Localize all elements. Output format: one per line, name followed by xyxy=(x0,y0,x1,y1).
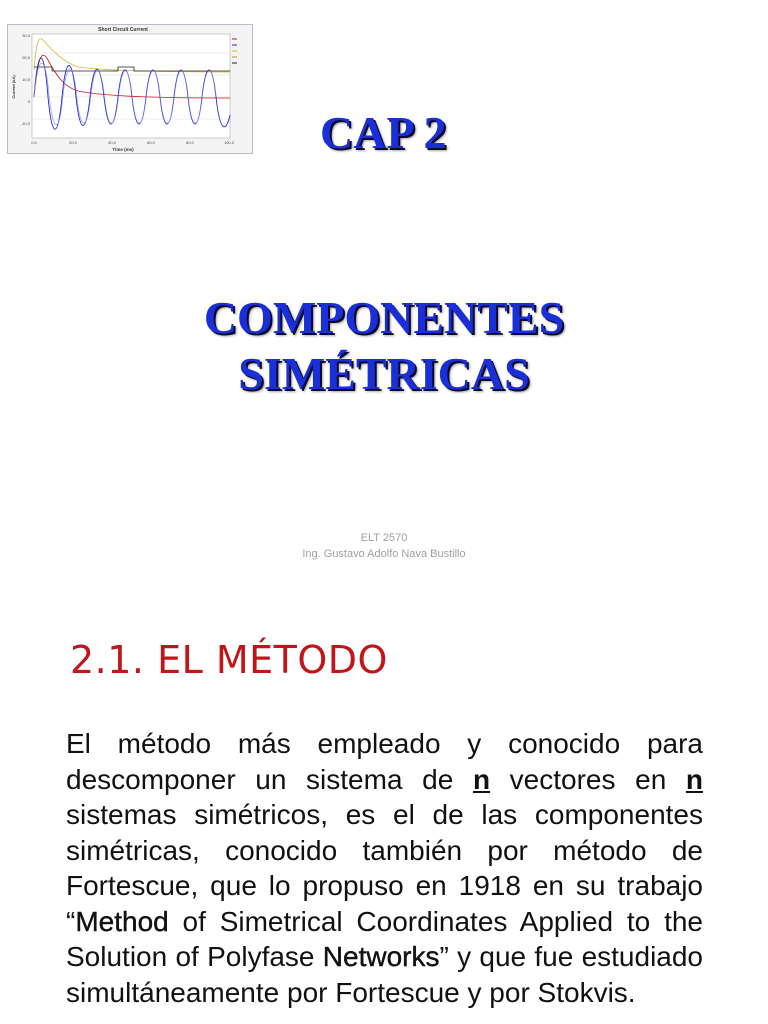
y-tick: 10,0 xyxy=(22,77,30,82)
y-tick: 20,0 xyxy=(22,55,30,60)
underlined-n: n xyxy=(472,763,491,795)
text-run: El método más empleado y conocido para descomponer un sistema de xyxy=(66,728,703,795)
x-tick: 60,0 xyxy=(147,140,155,145)
text-run: ” y que fue estudiado simultáneamente por Fortescue y por Stokvis. xyxy=(66,941,703,1008)
x-tick: 40,0 xyxy=(108,140,116,145)
x-tick: 20,0 xyxy=(69,140,77,145)
section-heading: 2.1. EL MÉTODO xyxy=(70,638,388,682)
text-run: of Simetrical Coordinates Applied to the Solution of Polyfase xyxy=(66,905,703,972)
body-paragraph xyxy=(66,726,703,1010)
y-tick: -10,0 xyxy=(20,121,30,126)
credits xyxy=(0,530,768,562)
main-title-line1: COMPONENTES xyxy=(203,292,565,343)
chapter-title: CAP 2 xyxy=(320,107,447,158)
bold-word: Networks xyxy=(322,941,440,972)
y-tick: 30,0 xyxy=(22,33,30,38)
short-circuit-chart xyxy=(8,25,252,153)
underlined-n: n xyxy=(685,763,704,795)
bold-word: Method xyxy=(75,905,169,937)
main-title-line2: SIMÉTRICAS xyxy=(238,348,530,399)
y-axis-label: Current (kA) xyxy=(11,75,16,99)
x-tick: 0,0 xyxy=(31,140,37,145)
x-tick: 100,0 xyxy=(223,140,235,145)
x-axis-label: Time (ms) xyxy=(112,147,134,152)
x-tick: 80,0 xyxy=(186,140,194,145)
chart-title: Short Circuit Current xyxy=(98,27,148,33)
chart-thumbnail xyxy=(7,24,253,154)
course-code: ELT 2570 xyxy=(360,532,408,544)
text-run: sistemas simétricos, es el de las componentes simétricas, conocido también por método de Fortescue, que lo propuso en 1918 en su trabajo “ xyxy=(66,799,703,937)
text-run: vectores en xyxy=(490,763,686,795)
author-name: Ing. Gustavo Adolfo Nava Bustillo xyxy=(302,548,466,560)
y-tick: 0 xyxy=(27,99,30,104)
main-title xyxy=(0,290,768,402)
